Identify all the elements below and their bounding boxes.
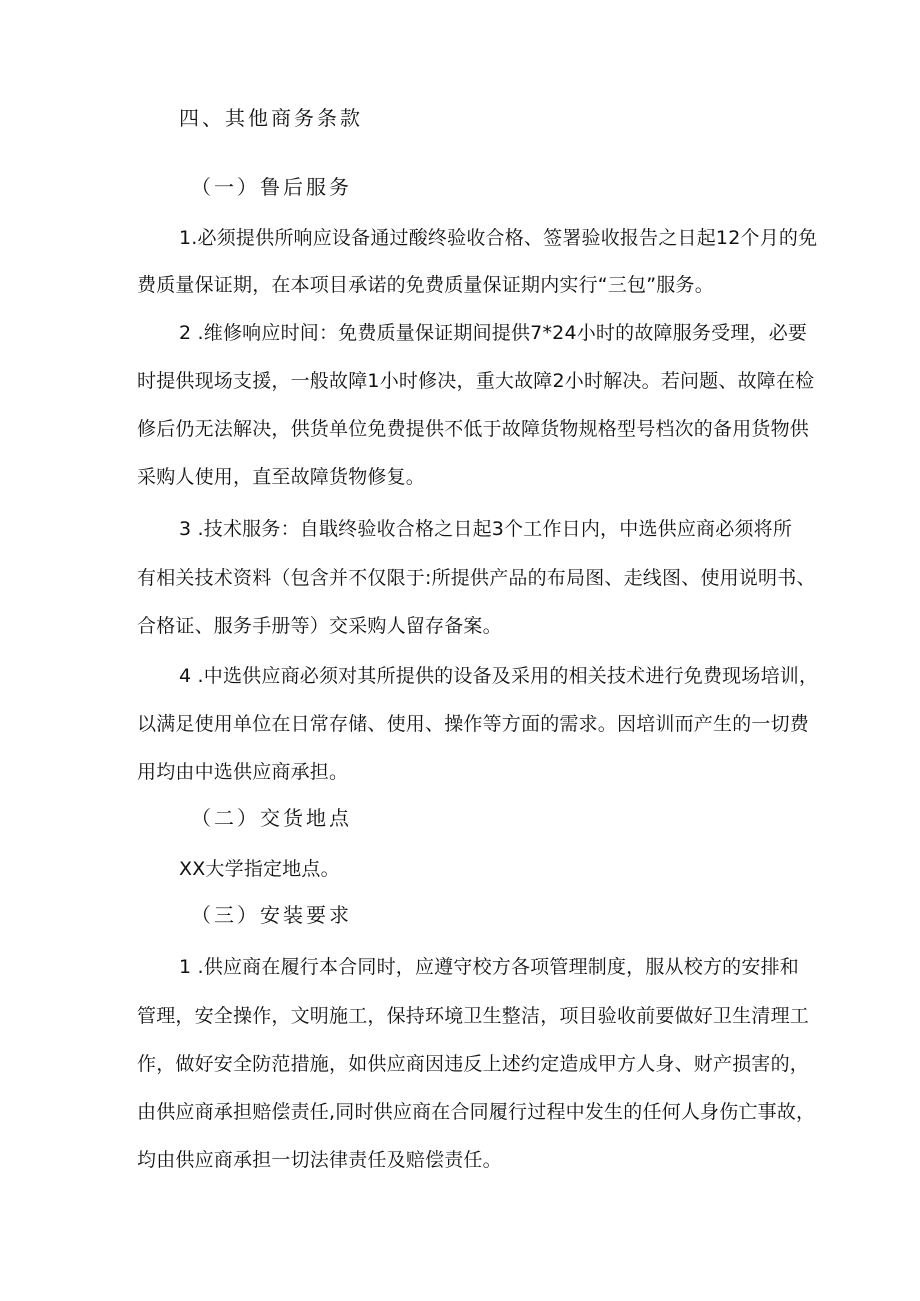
paragraph-line: 1 .供应商在履行本合同时，应遵守校方各项管理制度，服从校方的安排和 (179, 956, 799, 978)
section-title: 四、其他商务条款 (179, 106, 363, 130)
paragraph-line: 管理，安全操作，文明施工，保持环境卫生整洁，项目验收前要做好卫生清理工 (137, 1005, 810, 1027)
subsection-title-after-sales: （一）鲁后服务 (191, 175, 352, 199)
paragraph-line: 1.必须提供所响应设备通过酸终验收合格、签署验收报告之日起12个月的免 (179, 227, 818, 249)
paragraph-line: 均由供应商承担一切法律责任及赔偿责任。 (137, 1149, 502, 1171)
paragraph-line: 4 .中选供应商必须对其所提供的设备及采用的相关技术进行免费现场培训， (179, 665, 819, 687)
paragraph-line: 2 .维修响应时间：免费质量保证期间提供7*24小时的故障服务受理，必要 (179, 322, 808, 344)
paragraph-line: 用均由中选供应商承担。 (137, 761, 349, 783)
paragraph-line: 合格证、服务手册等）交采购人留存备案。 (137, 615, 502, 637)
subsection-title-delivery-location: （二）交货地点 (191, 806, 352, 830)
subsection-title-installation: （三）安装要求 (191, 903, 352, 927)
paragraph-line: 作，做好安全防范措施，如供应商因违反上述约定造成甲方人身、财产损害的， (137, 1053, 810, 1075)
paragraph-line: 费质量保证期，在本项目承诺的免费质量保证期内实行“三包”服务。 (137, 274, 714, 296)
paragraph-line: 有相关技术资料（包含并不仅限于:所提供产品的布局图、走线图、使用说明书、 (137, 567, 816, 589)
paragraph-line: 3 .技术服务：自戢终验收合格之日起3个工作日内，中选供应商必须将所 (179, 518, 793, 540)
paragraph-line: 采购人使用，直至故障货物修复。 (137, 466, 426, 488)
paragraph-line: 以满足使用单位在日常存储、使用、操作等方面的需求。因培训而产生的一切费 (137, 713, 810, 735)
paragraph-line: 修后仍无法解决，供货单位免费提供不低于故障货物规格型号档次的备用货物供 (137, 418, 810, 440)
paragraph-line: XX大学指定地点。 (179, 858, 340, 880)
paragraph-line: 由供应商承担赔偿责任,同时供应商在合同履行过程中发生的任何人身伤亡事故， (137, 1101, 816, 1123)
paragraph-line: 时提供现场支援，一般故障1小时修决，重大故障2小时解决。若问题、故障在检 (137, 370, 815, 392)
